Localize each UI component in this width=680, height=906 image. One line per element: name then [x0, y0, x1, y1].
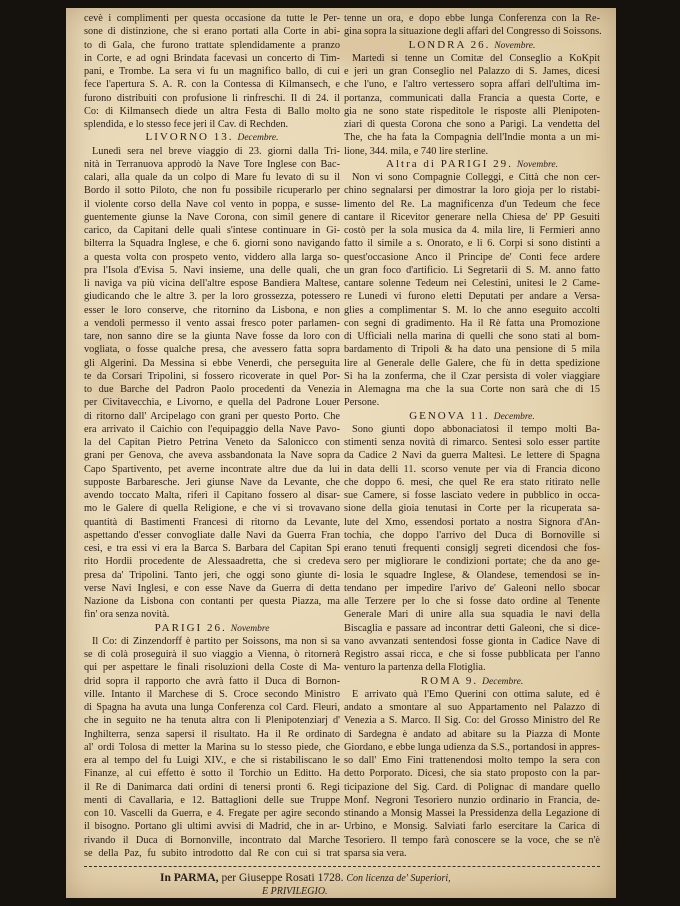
text-line: tochia, che doppo l'arrivo del Duca di Bornoville si [344, 529, 600, 541]
text-line: carico, da Capitani delle quali s'intese continuare in Gi- [84, 225, 340, 236]
text-line: re Lunedi vi furono eletti Deputati per andare a Versa- [344, 291, 600, 303]
text-line: esser le loro conserve, che ritornino da Lisbona, e non [84, 304, 340, 316]
text-line: cesi, e tra essi vi era la Barca S. Barbara del Capitan Spi [84, 543, 340, 554]
text-line: un gran foco d'artificio. Li Segretarii di S. M. anno fatto [344, 264, 600, 276]
text-line: to di Gala, che furono trattate splendidamente a pranzo [84, 39, 340, 51]
text-line: lute del Xmo, essendosi portato a nostra Signora d'An- [344, 516, 600, 528]
text-line: andato a smontare al suo Appartamento nel Palazzo di [344, 702, 600, 713]
text-line: venturo la partenza della Flotiglia. [344, 662, 486, 674]
section-heading [344, 39, 600, 52]
text-line: Bordo il sotto Piloto, che non fu possibile ricuperarlo per [84, 185, 340, 197]
right-column [344, 12, 600, 860]
text-line: cantare il Ricevitor generare nella Chiesa de' PP Gesuiti [344, 211, 600, 223]
text-line: Non vi sono Compagnie Colleggi, e Città che non cer- [352, 172, 600, 183]
text-line: il bisogno. Portano gli ultimi avvisi di Madrid, che in ar- [84, 821, 340, 833]
text-line: di Sardegna è andato ad abitare su la Piazza di Monte [344, 728, 600, 740]
text-line: ziari di questa Corona che sono a Parigi. La vendetta del [344, 119, 600, 130]
text-line: con segni di gradimento. Ha il Rè fatta una Promozione [344, 317, 600, 329]
text-line: drid sopra il rapporto che avrà fatto il Duca di Bornon- [84, 675, 340, 687]
heading-place: LIVORNO 13. [145, 131, 234, 144]
text-line: ville. Intanto il Marchese di S. Croce secondo Ministro [84, 688, 340, 700]
text-line: splendida, e lo stesso fece jeri il Cav. di Rechden. [84, 119, 289, 130]
text-line: Registro assai ricca, e che si fosse pubblicata per l'anno [344, 649, 600, 660]
text-line: The, che ha fata la Compagnia dell'Indie monta a un mi- [344, 132, 600, 144]
text-line: presa da' Tripolini. Tanto jeri, che oggi sono giunte di- [84, 569, 340, 581]
text-line: a questa volta con prospeto vento, viddero alla larga so- [84, 251, 340, 263]
text-line: Nazione da Lisbona con contanti per questa Piazza, ma [84, 596, 340, 607]
text-line: con 10. Vascelli da Guerra, e 4. Fregate per agire secondo [84, 808, 340, 819]
heading-place: LONDRA 26. [408, 38, 491, 51]
text-line: nità in Terranuova approdò la Nave Tore Inglese con Bac- [84, 158, 340, 170]
text-line: il Re di Danimarca dati ordini di tenersi pronti 6. Regi [84, 781, 340, 793]
text-line: detto Porporato. Dicesi, che sia stato proposto con la par- [344, 768, 600, 780]
text-line: Urbino, e Monsig. Salviati farlo esercitare la Carica di [344, 821, 600, 833]
text-line: Lunedì sera nel breve viaggio di 23. giorni dalla Tri- [92, 145, 340, 157]
heading-date: Decembre. [493, 411, 535, 422]
text-line: li naviga va più vicina dell'altre espose Bandiera Maltese, [84, 278, 340, 289]
text-line: aspettando d'esser convogliate dalle Navi da Guerra Fran [84, 529, 340, 541]
heading-place: ROMA 9. [420, 674, 479, 687]
text-line: lire al Generale delle Galere, che fù in detta spedizione [344, 357, 600, 369]
text-line: in Alemagna ma che la sua Corte non sarà che di 15 [344, 384, 600, 395]
text-line: Inghilterra, senza sapersi il risultato. Ha il Re ordinato [84, 728, 340, 740]
text-line: giudicando che le altre 3. per la loro grossezza, potessero [84, 291, 340, 303]
text-line: rivando il Duca di Bornonville, incontrato dal Marche [84, 834, 340, 846]
text-line: sione della gioia tenutasi in Corte per la ricuperata sa- [344, 503, 600, 515]
text-line: Persone. [344, 397, 380, 409]
text-line: tare, non sanno dire se la giunta Nave fosse da loro con [84, 331, 340, 342]
footer-divider [84, 866, 600, 867]
text-line: quantità di Bastimenti Francesi di ritorno da Levante, [84, 516, 340, 528]
text-line: portanza, communicati dalla Francia a questa Corte, e [344, 92, 600, 104]
text-line: alle Terzere per lo che si fosse dato ordine al Tenente [344, 596, 600, 607]
text-line: lione, 344. mila, e 740 lire sterline. [344, 145, 489, 157]
text-line: Sono giunti dopo abbonaciatosi il tempo molti Ba- [352, 423, 600, 435]
text-line: Martedì si tenne un Comitæ del Conseglio a KoKpit [352, 52, 600, 64]
text-line: da Cadice 2 Navi da guerra Maltesi. Le lettere di Spagna [344, 450, 600, 462]
heading-place: PARIGI 26. [154, 621, 227, 634]
text-line: fece l'apertura S. A. R. con la Contessa di Kilmansech, e [84, 79, 340, 91]
text-line: Si ha la zonferma, che il Czar persista di voler viaggiare [344, 370, 600, 382]
text-line: erano tenuti frequenti consiglj segreti dicendosi che fos- [344, 543, 600, 554]
text-line: losia le squadre Inglese, & Olandese, temendosi se in- [344, 569, 600, 581]
text-line: Monf. Negroni Tesoriero nunzio ordinario in Francia, de- [344, 794, 600, 806]
heading-date: Decembre. [237, 133, 279, 144]
text-line: supposte Barbaresche. Jeri giunse Nave da Levante, che [84, 476, 340, 488]
text-line: Venezia a S. Marco. Il Sig. Co: del Grosso Ministro del Re [344, 715, 600, 727]
text-line: il violente corso della Nave col vento in poppa, e susse- [84, 198, 340, 210]
text-line: chino segnalarsi per dimostrar la loro gioja per lo ristabi- [344, 185, 600, 197]
text-line: la del Capitan Pietro Petrina Veneto da Salonicco con [84, 437, 340, 448]
text-line: sparsa sia vera. [344, 847, 407, 859]
text-line: te da Corsari Tripolini, si fossero ricoverate in quel Por- [84, 370, 340, 382]
text-line: Tesoriero. Il tempo farà conoscere se la voce, che se n'è [344, 834, 600, 846]
text-line: furono distribuiti con profusione li rinfreschi. Il dì 24. il [84, 92, 340, 104]
text-line: era al tempo del fu Luigi XIV., e che si ristabiliscano le [84, 755, 340, 766]
text-line: pani, e Trombe. La sera vi fu un magnifico ballo, di cui [84, 66, 340, 77]
text-line: grani per Genova, che aveva assbandonata la Nave sopra [84, 450, 340, 462]
text-line: bilterra la Squadra Inglese, e che 6. giorni sono navigando [84, 238, 340, 250]
section-heading [344, 410, 600, 423]
text-line: al' ordi Tolosa di metter la Marina su lo stesso piede, che [84, 741, 340, 753]
section-heading [344, 675, 600, 688]
text-line: vano avvanzati sentendosi fosse gionta in Cadice Nave di [344, 635, 600, 647]
text-line: era arrivato il Caichio con l'equipaggio della Nave Pavo- [84, 423, 340, 435]
text-line: Biscaglia e passare ad incontrar detti Galeoni, che si dice- [344, 622, 600, 634]
text-line: che in seguito ne ha tenuta altra con li Plenipotenziarj d' [84, 715, 340, 727]
text-line: limento del Re. La magnificenza d'un Tedeum che fece [344, 198, 600, 210]
text-line: stimenti senza novità di rimarco. Sentesi solo esser partite [344, 437, 600, 448]
section-heading [344, 158, 600, 171]
imprint-printer: per Giuseppe Rosati 1728. [221, 872, 344, 884]
section-heading [84, 622, 340, 635]
text-line: di ritorno dall' Arcipelago con grani per questo Porto. Che [84, 410, 340, 422]
text-line: Finanze, al cui effetto è sotto il Torchio un Editto. Ha [84, 768, 340, 780]
imprint-line [160, 872, 451, 884]
heading-date: Novembre. [494, 40, 536, 51]
text-line: to due Barche del Padron Paolo procedenti da Venezia [84, 384, 340, 395]
heading-date: Novembre. [516, 159, 558, 170]
text-line: Giordano, e ebbe lunga udienza da S.S., portandosi in appres- [344, 741, 600, 753]
text-line: Co: di Kilmansech diede un altra Festa di Ballo molto [84, 105, 340, 117]
text-line: sone di distinzione, che si erano portati alla Corte in abi- [84, 26, 340, 38]
imprint-license: Con licenza de' Superiori, [346, 873, 451, 884]
text-line: costò per la sola musica da 4. mila lire, li Fermieri anno [344, 225, 600, 236]
text-line: qui per aspettare le finali risoluzioni della Coste di Ma- [84, 662, 340, 674]
text-line: tenne un ora, e dopo ebbe lunga Conferenza con la Re- [344, 13, 600, 24]
text-line: ticipazione del Sig. Card. di Polignac di mandare quello [344, 781, 600, 793]
text-line: Capo Spartivento, pet averne incontrate altre due da lui [84, 463, 340, 475]
text-line: menti di Cavallaria, e 12. Battaglioni delle sue Truppe [84, 794, 340, 806]
text-line: mo le Galere di quella Religione, e che vi si trovavano [84, 503, 340, 515]
text-line: vogliata, o fosse qualche presa, che avessero fatta sopra [84, 344, 340, 356]
text-line: sue Camere, si fosse lasciato vedere in pubblico in occa- [344, 490, 600, 501]
text-line: fatto il simile a s. Onorato, e li 6. Corpi si sono distinti a [344, 238, 600, 250]
text-line: di Ufficiali nella marina di quelli che sono stati al bom- [344, 331, 600, 342]
text-line: se di colà proseguirà il suo viaggio a Vienna, ò ritornerà [84, 649, 340, 660]
text-line: se della Paz, fu subito introdotto dal Re con cui si trat [84, 847, 340, 859]
section-heading [84, 131, 340, 144]
text-line: e jeri un gran Conseglio nel Palazzo di S. James, dicesi [344, 66, 600, 77]
text-line: quest'occasione Anco il Principe de' Conti fece ardere [344, 251, 600, 263]
text-line: glies a complimentar S. M. lo che anno eseguito accolti [344, 304, 600, 316]
heading-date: Novembre [230, 623, 270, 634]
heading-date: Decembre. [482, 676, 524, 687]
text-line: pra l'Isola d'Evisa 5. Navi insieme, una delle quali, che [84, 264, 340, 276]
text-line: calari, alla quale da un colpo di Mare fu levato di su il [84, 172, 340, 183]
imprint-place: In PARMA, [160, 872, 219, 884]
text-line: guentemente giunse la Nave Corona, con simil genere di [84, 211, 340, 223]
text-line: verse Navi Inglesi, e con esse Nave da Guerra di detta [84, 582, 340, 594]
text-line: per Civitavecchia, e Livorno, e quella del Padrone Louer [84, 397, 340, 409]
left-column [84, 12, 340, 860]
heading-place: GENOVA 11. [409, 409, 490, 422]
text-line: so dall' Emo Fini trattenendosi molto tempo la sera con [344, 755, 600, 766]
text-line: stinando a Monsig Massei la Pressidenza della Legazione di [344, 808, 600, 819]
text-line: a vendoli permesso il vento assai fresco poter parlamen- [84, 317, 340, 329]
text-line: avendo toccato Malta, riferì il Capitano fossero al disar- [84, 490, 340, 501]
text-line: E arrivato quà l'Emo Querini con ottima salute, ed è [352, 688, 600, 700]
text-line: bardamento di Tripoli & ha dato una pensione di 5 mila [344, 344, 600, 356]
text-line: cantare solenne Tedeum nei Celestini, unitesi le 2 Came- [344, 278, 600, 289]
imprint-privilege: E PRIVILEGIO. [262, 886, 328, 897]
text-line: sero per migliorare le condizioni portate; che da ano ge- [344, 556, 600, 568]
text-line: Generale Mari di unire alla sua squadia le navi della [344, 609, 600, 621]
text-line: che l'uno, e l'altro vertessero sopra affari dell'ultima im- [344, 79, 600, 91]
text-line: tendano per impedire l'arivo de' Galeoni nello sbocar [344, 582, 600, 594]
text-line: in Corte, e ad ogni Brindata facevasi un concerto di Tim- [84, 52, 340, 64]
text-line: in data delli 11. scorso venute per via di Francia dicono [344, 463, 600, 475]
text-line: che doppo 6. mesi, che quel Re era stato ritirato nelle [344, 476, 600, 488]
text-line: di Spagna ha avuta una lunga Conferenza col Card. Fleuri, [84, 702, 340, 713]
text-line: gina sopra la situazione degli affari del Congresso di Soissons. [344, 26, 602, 38]
text-line: rito Hordii procedente de Alessaadretta, che si credeva [84, 556, 340, 568]
text-line: gli Algerini. Da Messina si ebbe Venerdì, che perseguita [84, 357, 340, 369]
text-line: gia ne sono state rispeditole le risposte alli Plenipoten- [344, 105, 600, 117]
text-line: fin' ora senza novità. [84, 609, 170, 621]
heading-place: Altra di PARIGI 29. [386, 157, 513, 170]
text-line: cevè i complimenti per questa occasione da tutte le Per- [84, 13, 340, 24]
text-line: Il Co: di Zinzendorff è partito per Soissons, ma non si sa [92, 635, 340, 647]
